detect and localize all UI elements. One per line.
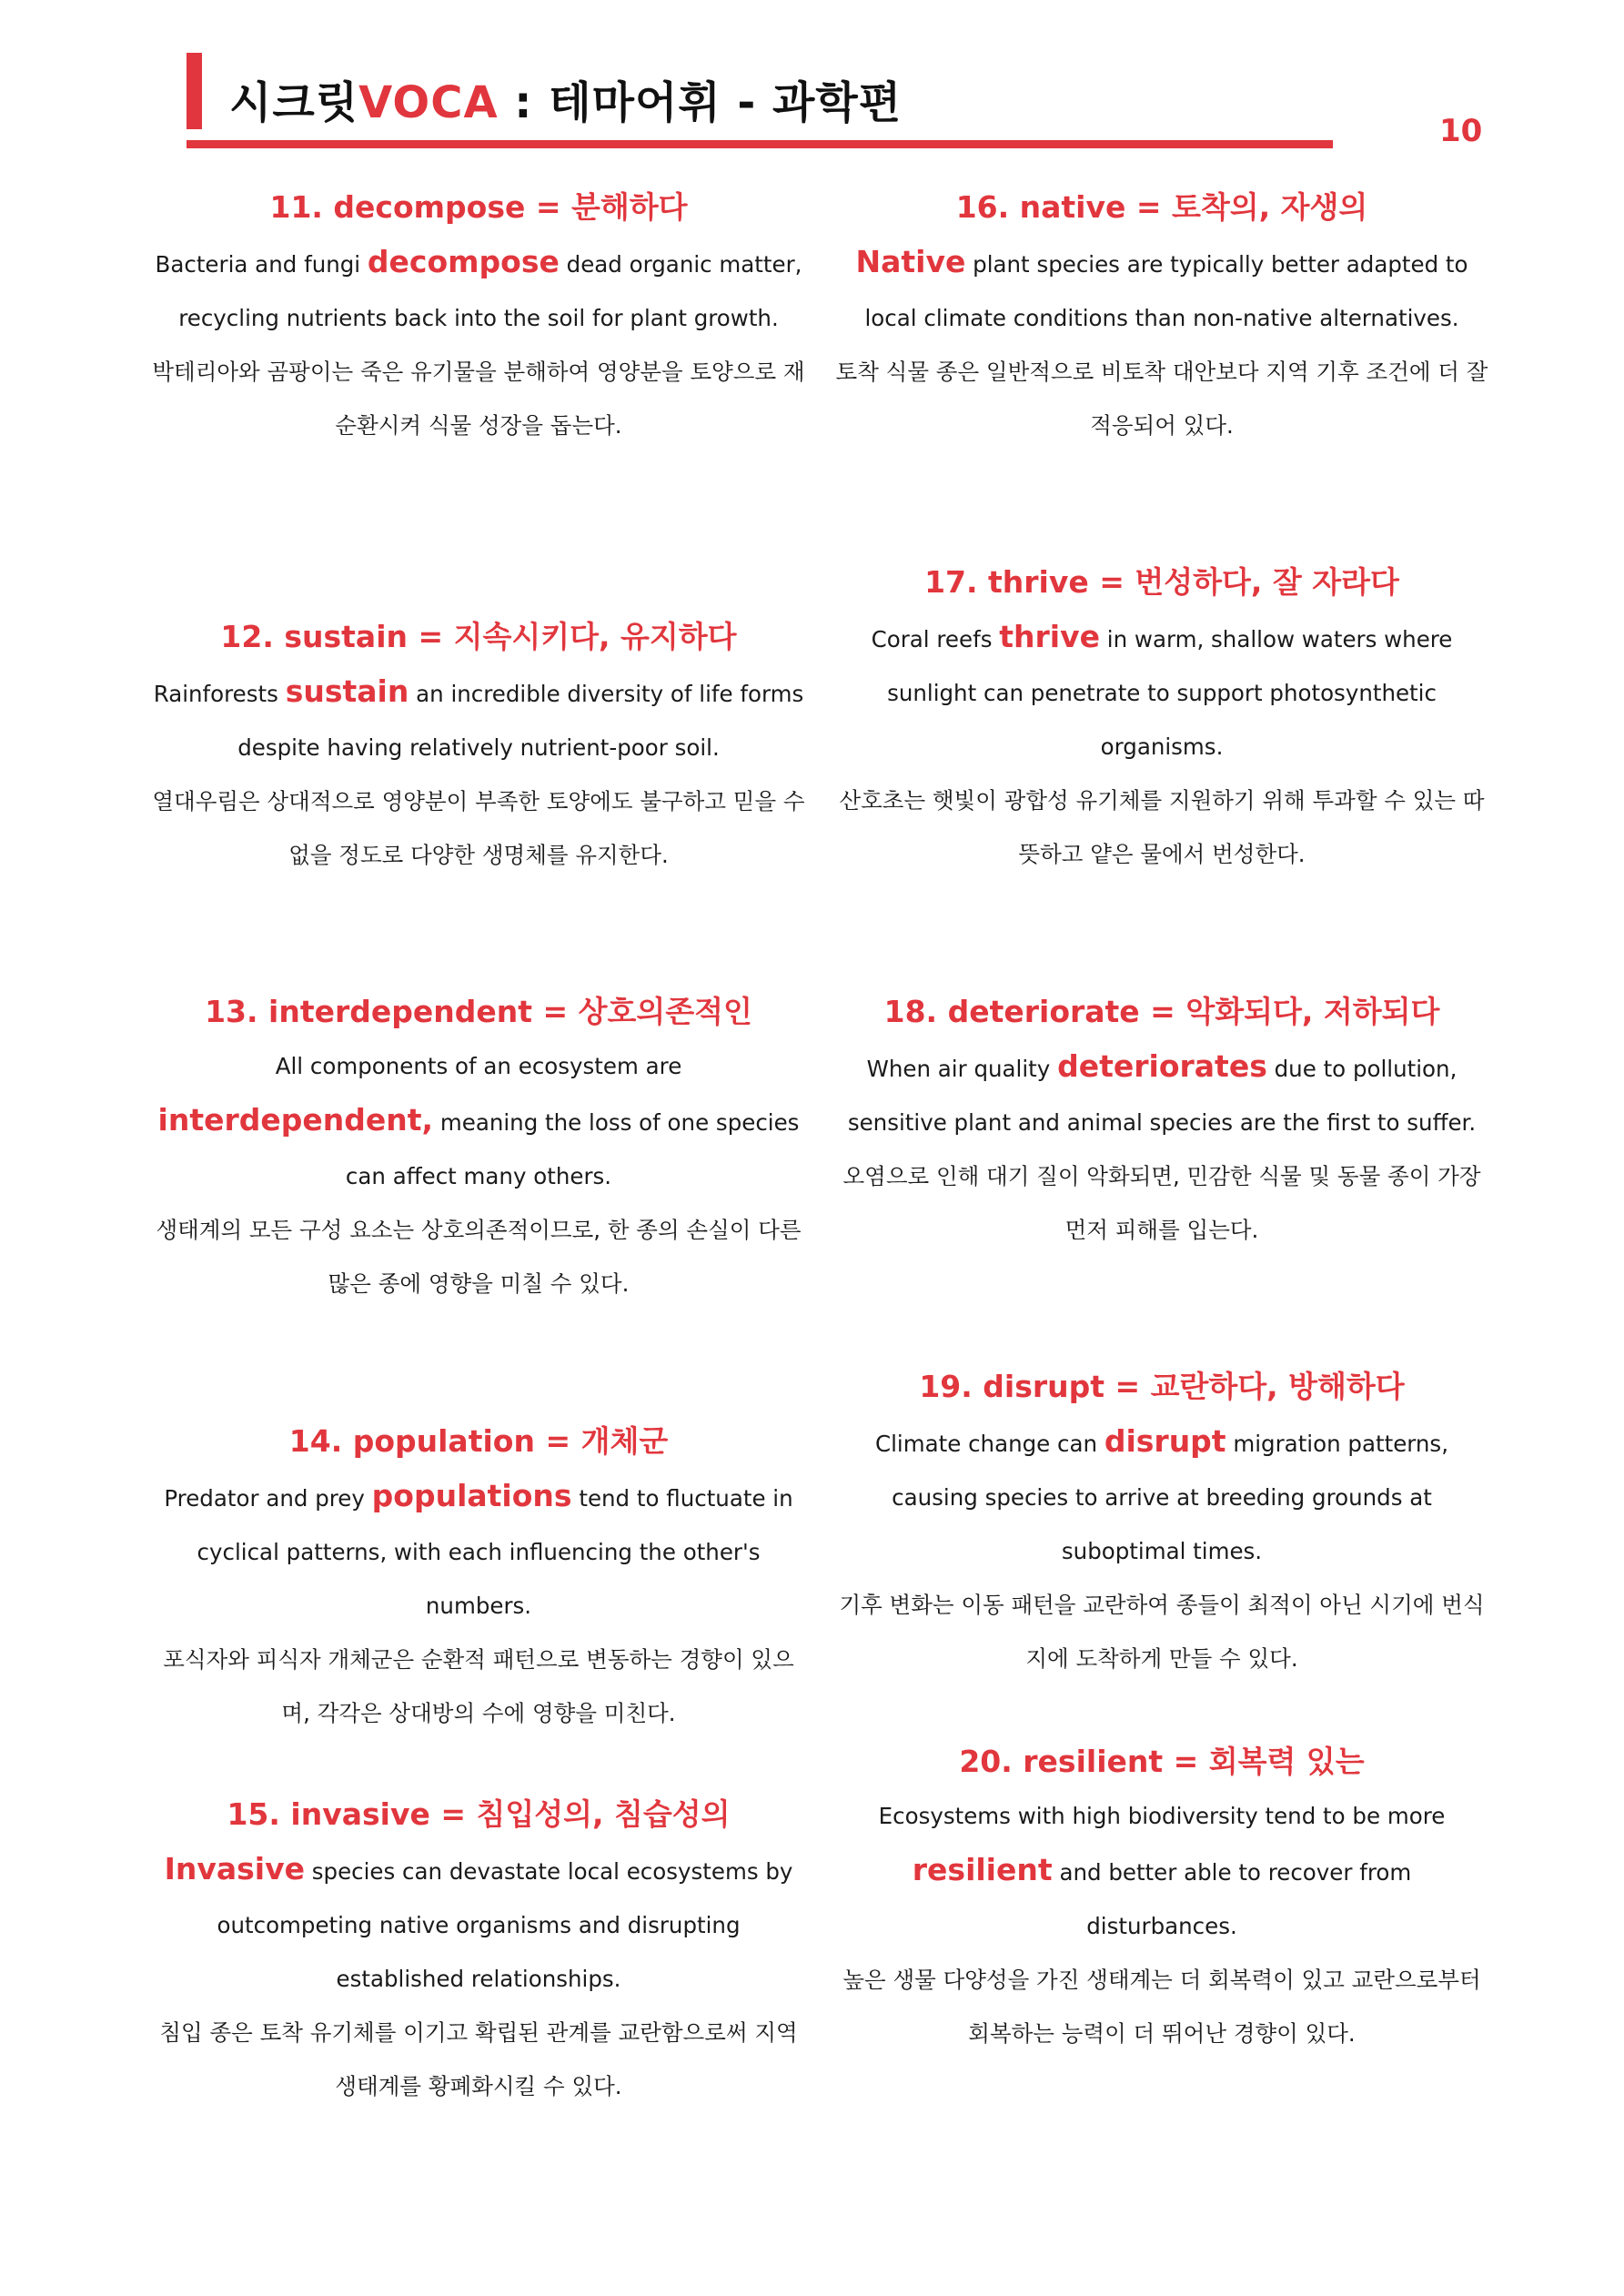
vocab-entry-15 [151,1793,806,2113]
title-rest: : 테마어휘 - 과학편 [498,77,903,128]
vocab-entry-16 [834,186,1489,452]
entry-heading: 18. deteriorate = 악화되다, 저하되다 [883,994,1440,1029]
entry-example-en: All components of an ecosystem are interdependent, meaning the loss of one species can affect many others. [157,1053,800,1189]
vocab-entry-13 [151,990,806,1310]
entry-example-en: Rainforests sustain an incredible diversity of life forms despite having relatively nutrient-poor soil. [153,673,804,761]
entry-keyword: Native [855,244,966,279]
entry-keyword: Invasive [164,1851,305,1886]
entry-example-ko: 오염으로 인해 대기 질이 악화되면, 민감한 식물 및 동물 종이 가장 먼저 피해를 입는다. [842,1163,1481,1243]
entry-example-ko: 높은 생물 다양성을 가진 생태계는 더 회복력이 있고 교란으로부터 회복하는 능력이 더 뛰어난 경향이 있다. [842,1967,1481,2047]
title-brand-part1: 시크릿 [229,77,359,128]
vocab-entry-18 [834,990,1489,1257]
entry-example-en: Coral reefs thrive in warm, shallow waters where sunlight can penetrate to support photosynthetic organisms. [871,619,1453,760]
entry-heading: 16. native = 토착의, 자생의 [955,189,1368,225]
vocab-entry-14 [151,1420,806,1740]
entry-example-ko: 박테리아와 곰팡이는 죽은 유기물을 분해하여 영양분을 토양으로 재순환시켜 식물 성장을 돕는다. [152,359,805,439]
entry-example-ko: 토착 식물 종은 일반적으로 비토착 대안보다 지역 기후 조건에 더 잘 적응되어 있다. [835,359,1488,439]
entry-example-ko: 침입 종은 토착 유기체를 이기고 확립된 관계를 교란함으로써 지역 생태계를 황폐화시킬 수 있다. [159,2019,798,2099]
entry-example-en: Climate change can disrupt migration patterns, causing species to arrive at breeding grounds at suboptimal times. [875,1423,1448,1564]
page-title [229,67,902,130]
header-underline [187,140,1333,148]
entry-keyword: populations [371,1478,572,1513]
entry-heading: 11. decompose = 분해하다 [269,189,688,225]
entry-keyword: deteriorates [1057,1048,1267,1084]
entry-heading: 20. resilient = 회복력 있는 [959,1744,1365,1779]
entry-example-en: When air quality deteriorates due to pollution, sensitive plant and animal species are the first to suffer. [847,1048,1477,1136]
entry-example-en: Invasive species can devastate local ecosystems by outcompeting native organisms and disrupting established relationships. [164,1851,793,1992]
entry-example-en: Native plant species are typically better adapted to local climate conditions than non-native alternatives. [855,244,1468,331]
vocab-entry-11 [151,186,806,452]
entry-example-ko: 기후 변화는 이동 패턴을 교란하여 종들이 최적이 아닌 시기에 번식지에 도착하게 만들 수 있다. [839,1592,1485,1672]
entry-example-ko: 포식자와 피식자 개체군은 순환적 패턴으로 변동하는 경향이 있으며, 각각은 상대방의 수에 영향을 미친다. [163,1646,794,1726]
entry-example-en: Predator and prey populations tend to fluctuate in cyclical patterns, with each influencing the other's numbers. [164,1478,793,1619]
vocab-entry-12 [151,615,806,882]
entry-heading: 12. sustain = 지속시키다, 유지하다 [220,619,737,654]
vocab-entry-20 [834,1740,1489,2060]
header-accent-bar [187,53,202,129]
entry-keyword: decompose [367,244,560,279]
vocab-entry-17 [834,561,1489,881]
entry-keyword: sustain [285,673,409,709]
entry-keyword: resilient [912,1852,1053,1887]
entry-keyword: disrupt [1104,1423,1226,1459]
entry-heading: 17. thrive = 번성하다, 잘 자라다 [924,564,1399,600]
entry-example-en: Ecosystems with high biodiversity tend to be more resilient and better able to recover from disturbances. [878,1803,1446,1939]
entry-heading: 15. invasive = 침입성의, 침습성의 [227,1796,731,1832]
entry-keyword: interdependent, [157,1102,434,1138]
entry-example-en: Bacteria and fungi decompose dead organic matter, recycling nutrients back into the soil for plant growth. [155,244,802,331]
entry-example-ko: 생태계의 모든 구성 요소는 상호의존적이므로, 한 종의 손실이 다른 많은 종에 영향을 미칠 수 있다. [156,1217,802,1297]
entry-example-ko: 산호초는 햇빛이 광합성 유기체를 지원하기 위해 투과할 수 있는 따뜻하고 얕은 물에서 번성한다. [839,787,1485,867]
entry-heading: 13. interdependent = 상호의존적인 [205,994,752,1029]
page-number: 10 [1439,113,1483,149]
entry-heading: 19. disrupt = 교란하다, 방해하다 [919,1369,1405,1404]
entry-keyword: thrive [999,619,1100,654]
entry-example-ko: 열대우림은 상대적으로 영양분이 부족한 토양에도 불구하고 믿을 수 없을 정도로 다양한 생명체를 유지한다. [152,788,805,868]
vocab-entry-19 [834,1365,1489,1685]
title-brand-part2: VOCA [358,77,499,128]
entry-heading: 14. population = 개체군 [288,1423,669,1459]
